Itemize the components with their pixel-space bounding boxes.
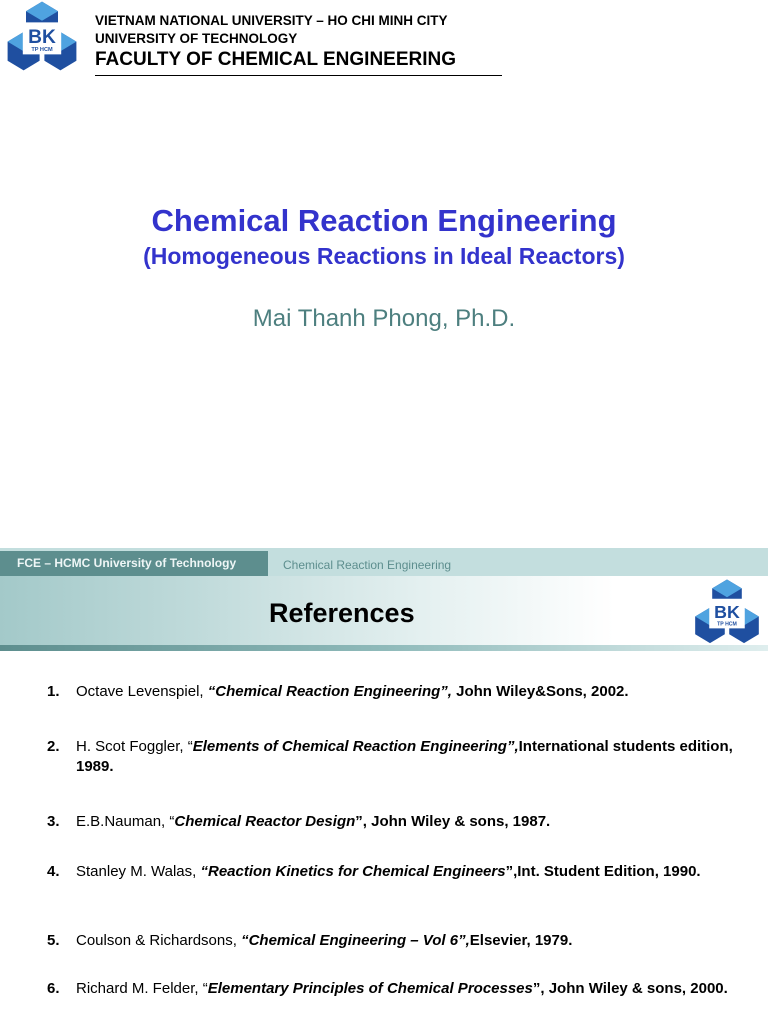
logo-subtext: TP HCM: [717, 621, 737, 628]
logo-text: BK: [714, 601, 740, 622]
reference-book-title: Elementary Principles of Chemical Processes: [207, 980, 533, 997]
reference-book-title: Chemical Reactor Design: [174, 813, 356, 830]
reference-number: 2.: [47, 738, 60, 755]
reference-text: [76, 682, 746, 702]
slide-subtitle: (Homogeneous Reactions in Ideal Reactors): [143, 243, 625, 269]
reference-text: [76, 812, 746, 832]
reference-book-title: “Chemical Reaction Engineering”,: [207, 683, 452, 700]
reference-publisher: ”, John Wiley & sons, 2000.: [532, 980, 728, 997]
reference-book-title: Elements of Chemical Reaction Engineering”,: [192, 738, 519, 755]
reference-number: 3.: [47, 813, 60, 830]
reference-author: H. Scot Foggler, “: [76, 738, 193, 755]
title-band-divider: [0, 645, 768, 651]
reference-text: [76, 737, 746, 777]
slide-title: Chemical Reaction Engineering: [151, 203, 617, 238]
reference-number: 6.: [47, 980, 60, 997]
reference-number: 1.: [47, 683, 60, 700]
reference-text: [76, 979, 746, 999]
reference-publisher: ”, John Wiley & sons, 1987.: [355, 813, 551, 830]
reference-text: [76, 931, 746, 951]
author-name: Mai Thanh Phong, Ph.D.: [252, 305, 516, 332]
reference-publisher: International students edition, 1989.: [76, 738, 733, 775]
header-divider: [95, 75, 502, 76]
bk-logo: [2, 0, 82, 80]
header-left-tag: FCE – HCMC University of Technology: [0, 551, 268, 576]
reference-publisher: John Wiley&Sons, 2002.: [451, 683, 629, 700]
reference-number: 4.: [47, 863, 60, 880]
reference-author: E.B.Nauman, “: [76, 813, 175, 830]
reference-author: Richard M. Felder, “: [76, 980, 208, 997]
logo-text: BK: [28, 27, 56, 49]
logo-subtext: TP HCM: [31, 47, 53, 54]
school-name: UNIVERSITY OF TECHNOLOGY: [95, 31, 298, 46]
reference-author: Stanley M. Walas,: [76, 863, 201, 880]
reference-number: 5.: [47, 932, 60, 949]
header-right-tag: Chemical Reaction Engineering: [283, 558, 452, 572]
reference-publisher: Elsevier, 1979.: [469, 932, 573, 949]
bk-logo-icon: [2, 0, 82, 80]
references-slide: [0, 548, 768, 1024]
bk-logo-icon: [690, 578, 764, 652]
reference-publisher: ”,Int. Student Edition, 1990.: [505, 863, 701, 880]
bk-logo: [690, 578, 764, 652]
reference-author: Octave Levenspiel,: [76, 683, 208, 700]
references-title: References: [269, 598, 415, 628]
reference-text: [76, 862, 746, 882]
reference-author: Coulson & Richardsons,: [76, 932, 242, 949]
reference-book-title: “Chemical Engineering – Vol 6”,: [241, 932, 470, 949]
faculty-name: FACULTY OF CHEMICAL ENGINEERING: [95, 49, 457, 70]
university-name: VIETNAM NATIONAL UNIVERSITY – HO CHI MINH CITY: [95, 13, 448, 28]
reference-book-title: “Reaction Kinetics for Chemical Engineers: [200, 863, 506, 880]
